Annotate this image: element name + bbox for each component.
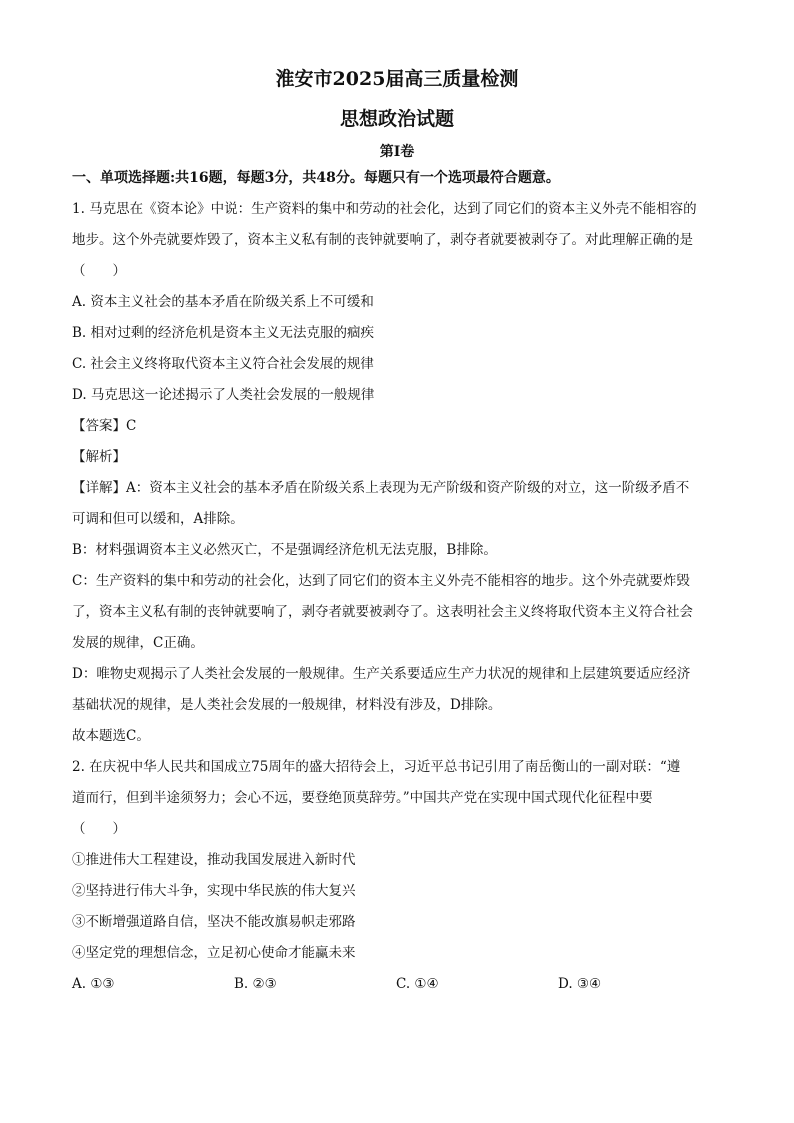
- q2-statement-2: ②坚持进行伟大斗争，实现中华民族的伟大复兴: [72, 883, 356, 899]
- q2-options: [72, 969, 722, 1000]
- q2-stem-line: 道而行，但到半途须努力；会心不远，要登绝顶莫辞劳。”中国共产党在实现中国式现代化征程中要: [72, 790, 653, 806]
- q1-explanation-line: 基础状况的规律，是人类社会发展的一般规律，材料没有涉及，D排除。: [72, 697, 502, 713]
- q2-option-b: B. ②③: [234, 976, 277, 992]
- q1-stem-line: 1. 马克思在《资本论》中说：生产资料的集中和劳动的社会化，达到了同它们的资本主义外壳不能相容的: [72, 201, 697, 217]
- q1-option-d: D. 马克思这一论述揭示了人类社会发展的一般规律: [72, 387, 375, 403]
- q2-statement-1: ①推进伟大工程建设，推动我国发展进入新时代: [72, 852, 356, 868]
- q2-statement-3: ③不断增强道路自信，坚决不能改旗易帜走邪路: [72, 914, 356, 930]
- exam-subtitle: 思想政治试题: [339, 108, 454, 130]
- q1-answer: 【答案】C: [72, 418, 137, 434]
- q2-statement-4: ④坚定党的理想信念，立足初心使命才能赢未来: [72, 945, 356, 961]
- q1-option-a: A. 资本主义社会的基本矛盾在阶级关系上不可缓和: [72, 294, 374, 310]
- q1-explanation-line: C：生产资料的集中和劳动的社会化，达到了同它们的资本主义外壳不能相容的地步。这个外壳就要炸毁: [72, 573, 690, 589]
- q1-option-c: C. 社会主义终将取代资本主义符合社会发展的规律: [72, 356, 374, 372]
- section-heading: 一、单项选择题:共16题，每题3分，共48分。每题只有一个选项最符合题意。: [72, 170, 560, 186]
- q2-option-c: C. ①④: [396, 976, 439, 992]
- q1-stem-line: （ ）: [72, 263, 126, 279]
- q2-stem-line: 2. 在庆祝中华人民共和国成立75周年的盛大招待会上，习近平总书记引用了南岳衡山的一副对联：“遵: [72, 759, 681, 775]
- question-1: [72, 194, 722, 752]
- q1-explanation-line: D：唯物史观揭示了人类社会发展的一般规律。生产关系要适应生产力状况的规律和上层建筑要适应经济: [72, 666, 691, 682]
- volume-label: 第Ⅰ卷: [379, 144, 415, 160]
- question-2: [72, 752, 722, 1000]
- q1-explanation-line: 了，资本主义私有制的丧钟就要响了，剥夺者就要被剥夺了。这表明社会主义终将取代资本主义符合社会: [72, 604, 693, 620]
- q1-explanation-line: 【详解】A：资本主义社会的基本矛盾在阶级关系上表现为无产阶级和资产阶级的对立，这一阶级矛盾不: [72, 480, 690, 496]
- q1-analysis-label: 【解析】: [72, 449, 126, 465]
- q1-explanation-line: 故本题选C。: [72, 728, 150, 744]
- exam-title: 淮安市2025届高三质量检测: [275, 68, 519, 90]
- q1-option-b: B. 相对过剩的经济危机是资本主义无法克服的痼疾: [72, 325, 375, 341]
- q2-option-a: A. ①③: [72, 976, 115, 992]
- q1-stem-line: 地步。这个外壳就要炸毁了，资本主义私有制的丧钟就要响了，剥夺者就要被剥夺了。对此理解正确的是: [72, 232, 693, 248]
- q2-stem-line: （ ）: [72, 821, 126, 837]
- q1-explanation-line: B：材料强调资本主义必然灭亡，不是强调经济危机无法克服，B排除。: [72, 542, 497, 558]
- q1-explanation-line: 可调和但可以缓和，A排除。: [72, 511, 244, 527]
- exam-page: [72, 64, 722, 1000]
- q2-option-d: D. ③④: [558, 976, 602, 992]
- q1-explanation-line: 发展的规律，C正确。: [72, 635, 204, 651]
